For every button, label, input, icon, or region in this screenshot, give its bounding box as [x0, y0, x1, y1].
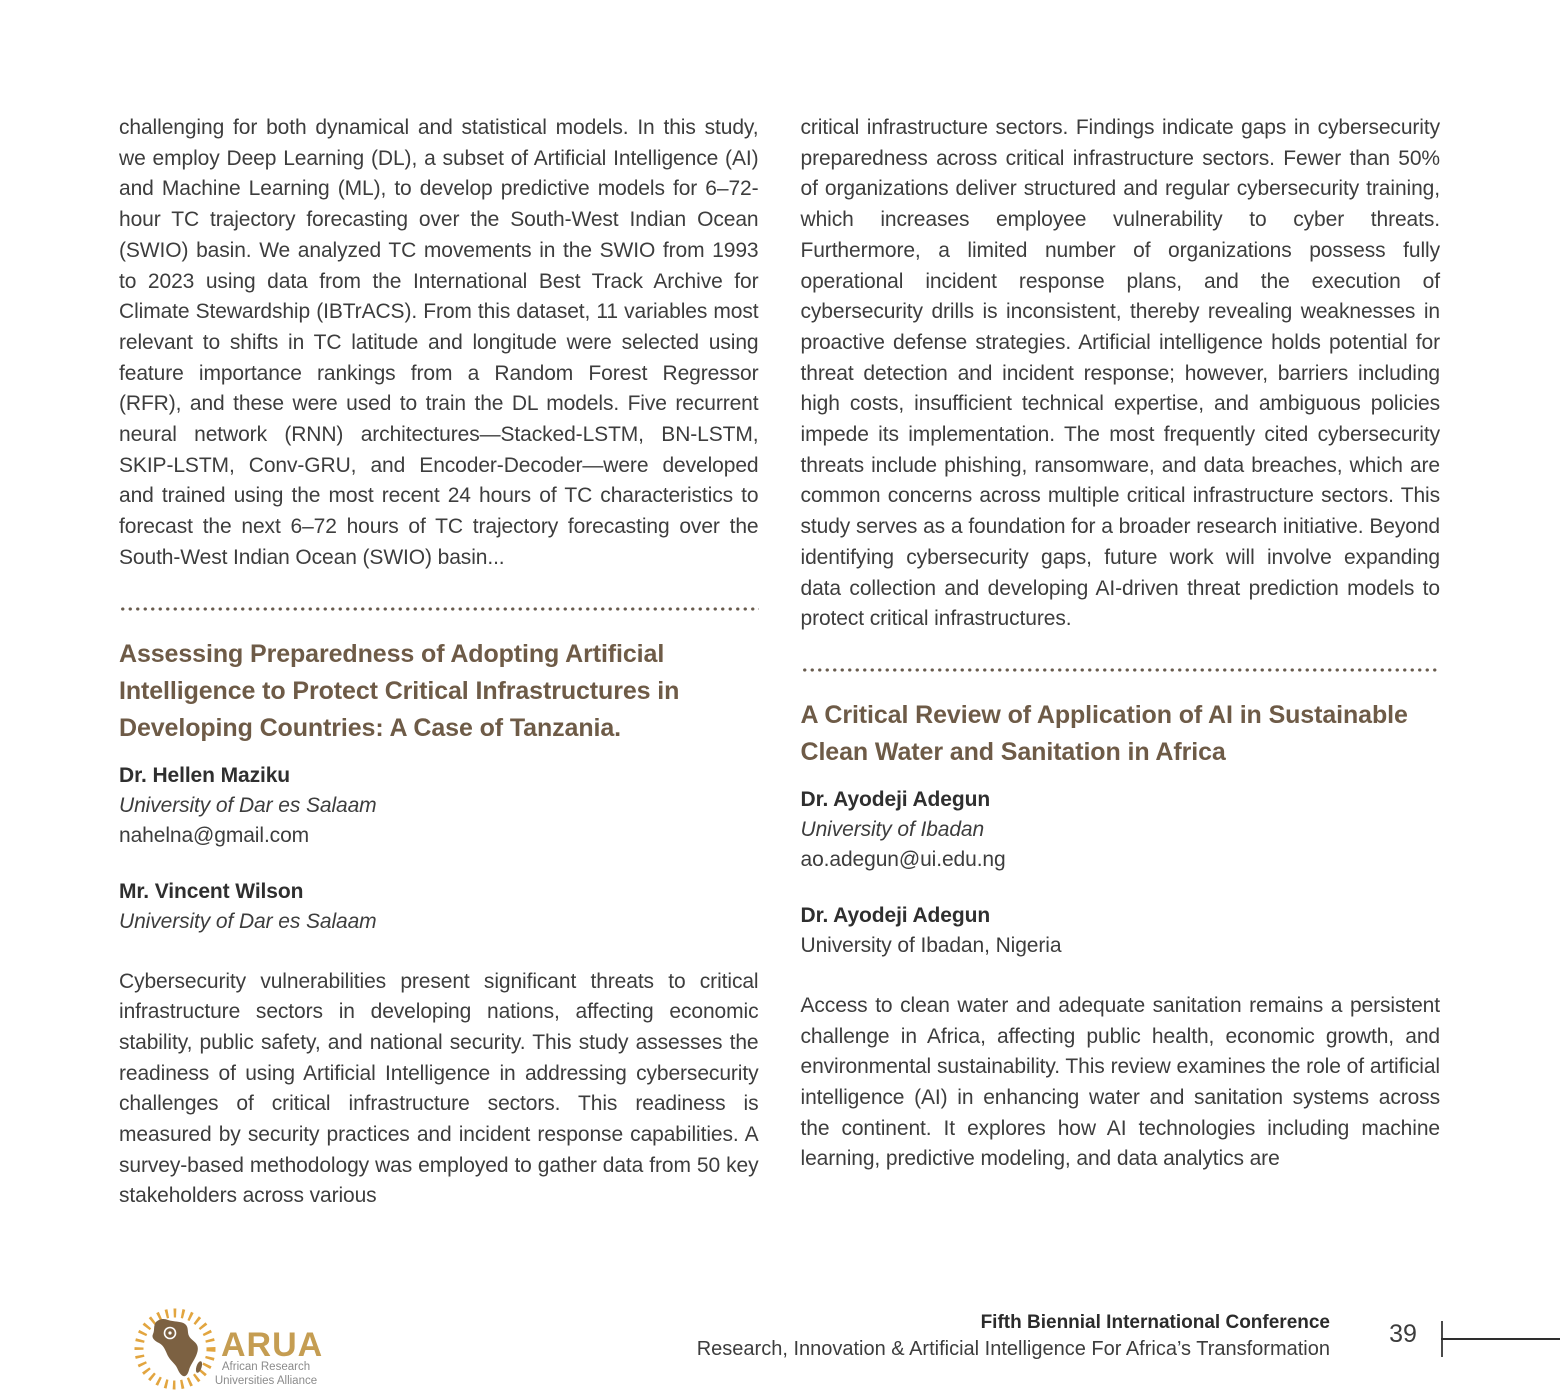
logo-acronym: ARUA: [221, 1326, 324, 1364]
footer-corner-mark-horizontal: [1441, 1338, 1560, 1340]
dotted-section-divider: [119, 607, 759, 611]
page-footer: [0, 1298, 1560, 1400]
author-email: ao.adegun@ui.edu.ng: [800, 847, 1006, 871]
continued-abstract-text: critical infrastructure sectors. Findings indicate gaps in cybersecurity preparedness across critical infrastructure sectors. Fewer than 50% of organizations deliver structured and regular cybersecurity training, which increases employee vulnerability to cyber threats. Furthermore, a limited number of organizations possess fully operational incident response plans, and the execution of cybersecurity drills is inconsistent, thereby revealing weaknesses in proactive defense strategies. Artificial intelligence holds potential for threat detection and incident response; however, barriers including high costs, insufficient technical expertise, and ambiguous policies impede its implementation. The most frequently cited cybersecurity threats include phishing, ransomware, and data breaches, which are common concerns across multiple critical infrastructure sectors. This study serves as a foundation for a broader research initiative. Beyond identifying cybersecurity gaps, future work will involve expanding data collection and developing AI-driven threat prediction models to protect critical infrastructures.: [800, 116, 1440, 631]
abstract-title-clean-water: A Critical Review of Application of AI in Sustainable Clean Water and Sanitation in Africa: [800, 700, 1408, 766]
conference-title: Fifth Biennial International Conference: [980, 1312, 1330, 1333]
abstract-body-text: Access to clean water and adequate sanitation remains a persistent challenge in Africa, affecting public health, economic growth, and environmental sustainability. This review examines the role of artificial intelligence (AI) in enhancing water and sanitation systems across the continent. It explores how AI technologies including machine learning, predictive modeling, and data analytics are: [800, 993, 1440, 1171]
logo-emblem-dot: [168, 1331, 171, 1334]
author-name: Mr. Vincent Wilson: [119, 879, 304, 903]
author-block: [119, 877, 759, 937]
conference-subtitle: Research, Innovation & Artificial Intelligence For Africa’s Transformation: [696, 1338, 1330, 1360]
right-column: [801, 113, 1441, 1212]
left-column: [119, 113, 759, 1212]
footer-conference-info: [697, 1310, 1330, 1363]
abstract-body-text: Cybersecurity vulnerabilities present significant threats to critical infrastructure sectors in developing nations, affecting economic stability, public safety, and national security. This study assesses the readiness of using Artificial Intelligence in addressing cybersecurity challenges of critical infrastructure sectors. This readiness is measured by security practices and incident response capabilities. A survey-based methodology was employed to gather data from 50 key stakeholders across various: [119, 969, 759, 1208]
author-block: [801, 901, 1441, 961]
author-affiliation: University of Ibadan: [800, 817, 985, 841]
author-block: [801, 785, 1441, 875]
author-affiliation: University of Dar es Salaam: [119, 793, 377, 817]
author-email: nahelna@gmail.com: [119, 823, 310, 847]
arua-logo-graphic: [133, 1306, 355, 1392]
dotted-section-divider: [801, 668, 1441, 672]
continued-abstract-text: challenging for both dynamical and statistical models. In this study, we employ Deep Learning (DL), a subset of Artificial Intelligence (AI) and Machine Learning (ML), to develop predictive models for 6–72-hour TC trajectory forecasting over the South-West Indian Ocean (SWIO) basin. We analyzed TC movements in the SWIO from 1993 to 2023 using data from the International Best Track Archive for Climate Stewardship (IBTrACS). From this dataset, 11 variables most relevant to shifts in TC latitude and longitude were selected using feature importance rankings from a Random Forest Regressor (RFR), and these were used to train the DL models. Five recurrent neural network (RNN) architectures—Stacked-LSTM, BN-LSTM, SKIP-LSTM, Conv-GRU, and Encoder-Decoder—were developed and trained using the most recent 24 hours of TC characteristics to forecast the next 6–72 hours of TC trajectory forecasting over the South-West Indian Ocean (SWIO) basin...: [119, 116, 759, 569]
arua-logo: [133, 1306, 355, 1397]
page-number: 39: [1389, 1320, 1417, 1348]
logo-subtitle-line2: Universities Alliance: [214, 1375, 318, 1387]
logo-subtitle-line1: African Research: [221, 1361, 311, 1373]
abstract-title-tanzania: Assessing Preparedness of Adopting Artificial Intelligence to Protect Critical Infrastructures in Developing Countries: A Case of Tanzania.: [119, 639, 680, 742]
author-affiliation: University of Ibadan, Nigeria: [800, 933, 1062, 957]
author-name: Dr. Ayodeji Adegun: [800, 787, 991, 811]
africa-silhouette-icon: [152, 1319, 197, 1376]
author-affiliation: University of Dar es Salaam: [119, 909, 377, 933]
author-name: Dr. Ayodeji Adegun: [800, 903, 991, 927]
author-name: Dr. Hellen Maziku: [119, 763, 291, 787]
author-block: [119, 761, 759, 851]
